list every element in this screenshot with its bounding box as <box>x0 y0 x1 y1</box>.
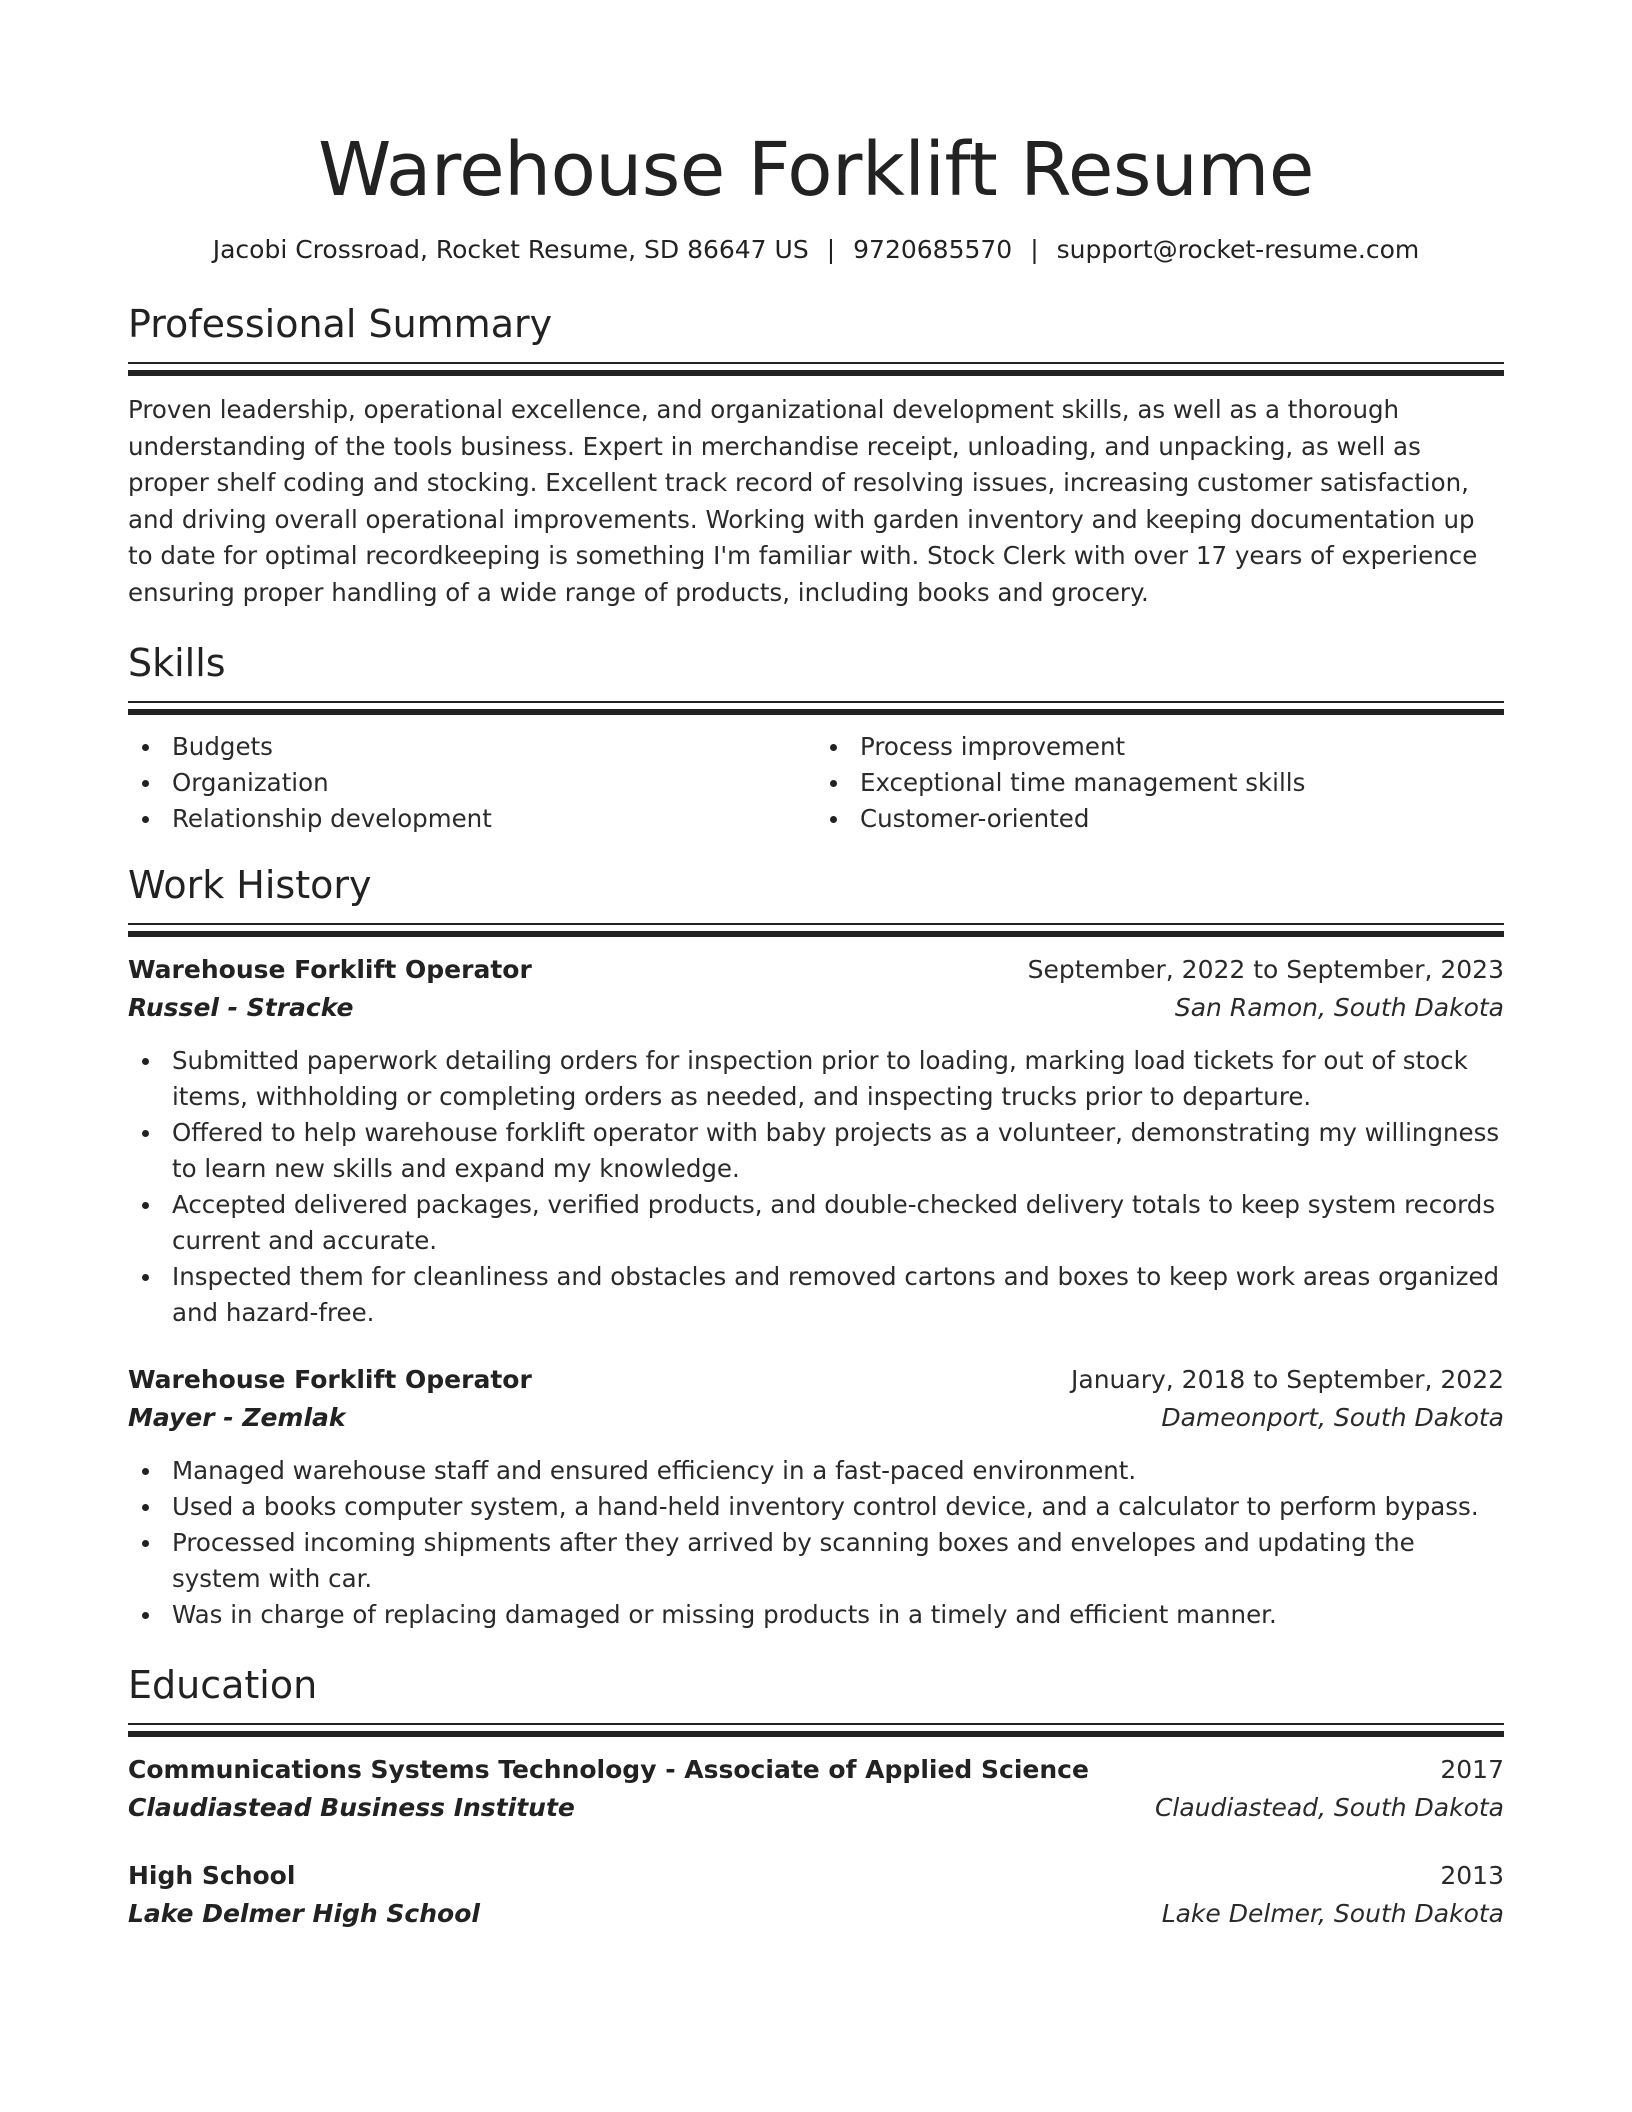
job-entry <box>128 951 1504 1331</box>
job-duties <box>128 1043 1504 1331</box>
job-dates: September, 2022 to September, 2023 <box>1027 955 1504 984</box>
job-company-row <box>128 989 1504 1027</box>
job-title: Warehouse Forklift Operator <box>128 1365 532 1394</box>
education-school: Claudiastead Business Institute <box>128 1793 575 1822</box>
contact-separator: | <box>826 235 836 264</box>
education-school: Lake Delmer High School <box>128 1899 480 1928</box>
job-duty: Processed incoming shipments after they arrived by scanning boxes and envelopes and updating the system with car. <box>128 1525 1504 1597</box>
skills-column-left <box>128 729 816 837</box>
job-header-row <box>128 951 1504 989</box>
job-duty: Accepted delivered packages, verified products, and double-checked delivery totals to keep system records current and accurate. <box>128 1187 1504 1259</box>
section-heading-skills: Skills <box>128 641 226 685</box>
summary-text: Proven leadership, operational excellence, and organizational development skills, as well as a thorough understanding of the tools business. Expert in merchandise receipt, unloading, and unpacking, as well as proper shelf coding and stocking. Excellent track record of resolving issues, increasing customer satisfaction, and driving overall operational improvements. Working with garden inventory and keeping documentation up to date for optimal recordkeeping is something I'm familiar with. Stock Clerk with over 17 years of experience ensuring proper handling of a wide range of products, including books and grocery. <box>128 395 1478 607</box>
skill-item: Customer-oriented <box>816 801 1504 837</box>
education-school-row <box>128 1789 1504 1827</box>
section-heading-summary: Professional Summary <box>128 302 553 346</box>
job-duties <box>128 1453 1504 1633</box>
skill-item: Exceptional time management skills <box>816 765 1504 801</box>
education-degree: High School <box>128 1861 296 1890</box>
job-company: Russel - Stracke <box>128 993 354 1022</box>
skill-item: Budgets <box>128 729 816 765</box>
education-location: Lake Delmer, South Dakota <box>1161 1899 1504 1928</box>
work-history-section <box>128 859 1504 1633</box>
job-duty: Managed warehouse staff and ensured efficiency in a fast-paced environment. <box>128 1453 1504 1489</box>
job-dates: January, 2018 to September, 2022 <box>1071 1365 1504 1394</box>
section-heading-work-history: Work History <box>128 863 372 907</box>
summary-section <box>128 298 1504 611</box>
section-rule <box>128 931 1504 937</box>
education-entry <box>128 1857 1504 1933</box>
education-year: 2013 <box>1440 1861 1504 1890</box>
education-header-row <box>128 1857 1504 1895</box>
job-location: San Ramon, South Dakota <box>1174 993 1504 1022</box>
job-location: Dameonport, South Dakota <box>1161 1403 1504 1432</box>
education-section <box>128 1659 1504 1933</box>
section-rule <box>128 701 1504 703</box>
education-entry <box>128 1751 1504 1827</box>
contact-phone: 9720685570 <box>853 235 1013 264</box>
education-year: 2017 <box>1440 1755 1504 1784</box>
contact-line <box>128 232 1504 268</box>
section-rule <box>128 1723 1504 1725</box>
skill-item: Relationship development <box>128 801 816 837</box>
job-company-row <box>128 1399 1504 1437</box>
section-rule <box>128 709 1504 715</box>
education-school-row <box>128 1895 1504 1933</box>
section-rule <box>128 362 1504 364</box>
job-title: Warehouse Forklift Operator <box>128 955 532 984</box>
job-header-row <box>128 1361 1504 1399</box>
job-duty: Submitted paperwork detailing orders for inspection prior to loading, marking load tickets for out of stock items, withholding or completing orders as needed, and inspecting trucks prior to departure. <box>128 1043 1504 1115</box>
resume-title: Warehouse Forklift Resume <box>318 127 1314 213</box>
skill-item: Process improvement <box>816 729 1504 765</box>
education-degree: Communications Systems Technology - Associate of Applied Science <box>128 1755 1089 1784</box>
skills-section <box>128 637 1504 837</box>
contact-email: support@rocket-resume.com <box>1056 235 1420 264</box>
section-heading-education: Education <box>128 1663 318 1707</box>
job-entry <box>128 1361 1504 1633</box>
contact-separator: | <box>1030 235 1039 264</box>
skill-item: Organization <box>128 765 816 801</box>
contact-address: Jacobi Crossroad, Rocket Resume, SD 86647 US <box>212 235 809 264</box>
job-company: Mayer - Zemlak <box>128 1403 346 1432</box>
education-header-row <box>128 1751 1504 1789</box>
job-duty: Offered to help warehouse forklift operator with baby projects as a volunteer, demonstrating my willingness to learn new skills and expand my knowledge. <box>128 1115 1504 1187</box>
skills-column-right <box>816 729 1504 837</box>
job-duty: Inspected them for cleanliness and obstacles and removed cartons and boxes to keep work areas organized and hazard-free. <box>128 1259 1504 1331</box>
section-rule <box>128 923 1504 925</box>
skills-list <box>128 729 1504 837</box>
section-rule <box>128 1731 1504 1737</box>
job-duty: Used a books computer system, a hand-held inventory control device, and a calculator to perform bypass. <box>128 1489 1504 1525</box>
education-location: Claudiastead, South Dakota <box>1154 1793 1504 1822</box>
section-rule <box>128 370 1504 376</box>
job-duty: Was in charge of replacing damaged or missing products in a timely and efficient manner. <box>128 1597 1504 1633</box>
